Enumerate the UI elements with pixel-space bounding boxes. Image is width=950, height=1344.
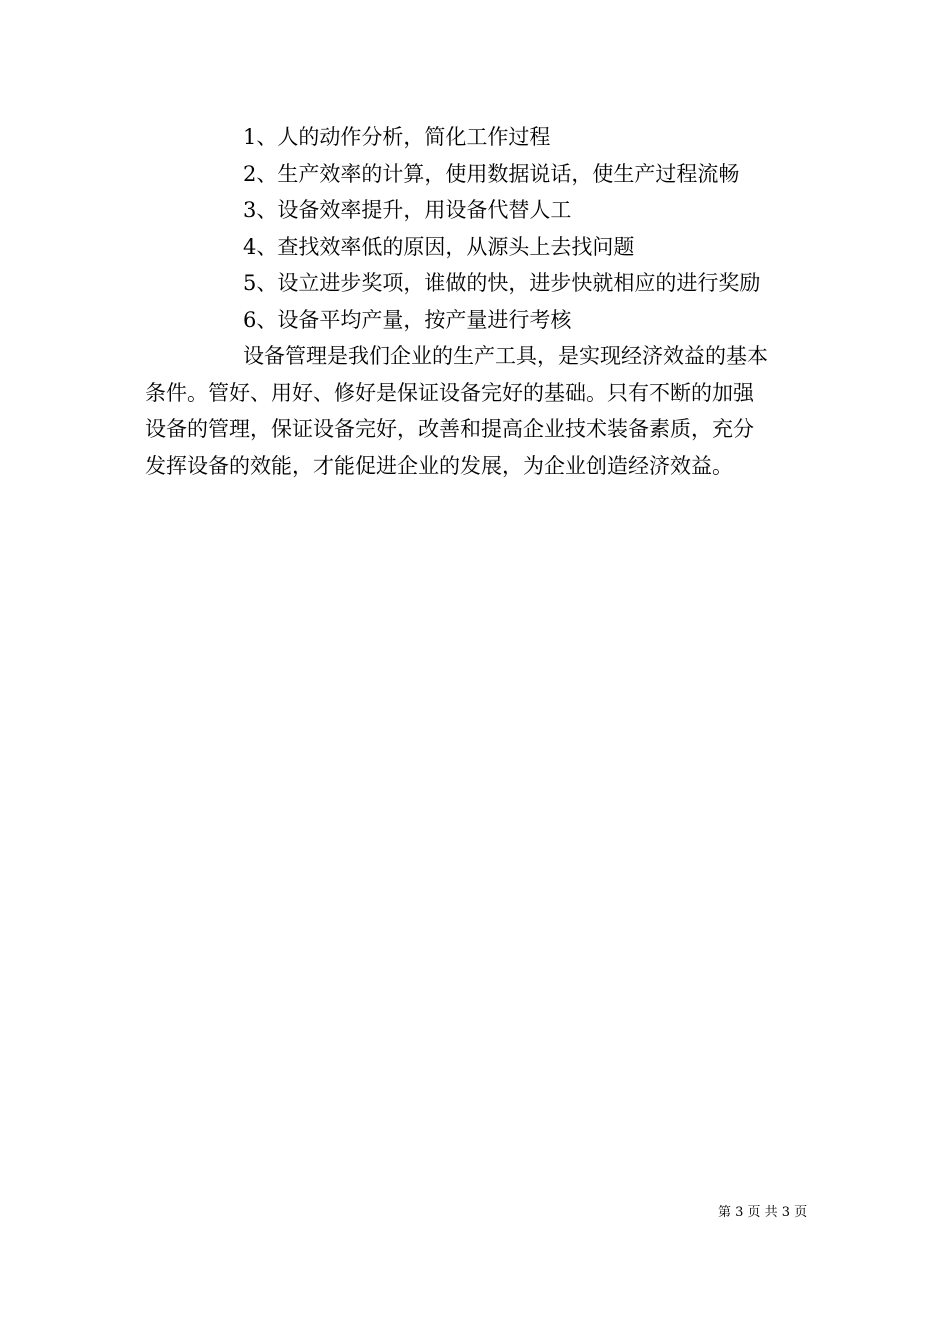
list-item: 3、设备效率提升，用设备代替人工 <box>243 198 572 222</box>
page-number-footer: 第 3 页 共 3 页 <box>718 1205 808 1220</box>
conclusion-paragraph <box>145 338 811 484</box>
list-item: 5、设立进步奖项，谁做的快，进步快就相应的进行奖励 <box>243 271 761 295</box>
paragraph-line: 条件。管好、用好、修好是保证设备完好的基础。只有不断的加强 <box>145 380 754 405</box>
measures-list <box>243 119 760 338</box>
paragraph-line: 发挥设备的效能，才能促进企业的发展，为企业创造经济效益。 <box>145 453 733 478</box>
list-item: 1、人的动作分析，简化工作过程 <box>243 125 551 149</box>
list-item: 4、查找效率低的原因，从源头上去找问题 <box>243 234 635 259</box>
paragraph-line: 设备的管理，保证设备完好，改善和提高企业技术装备素质，充分 <box>145 417 754 441</box>
list-item: 6、设备平均产量，按产量进行考核 <box>243 307 572 332</box>
list-item: 2、生产效率的计算，使用数据说话，使生产过程流畅 <box>243 161 740 186</box>
paragraph-line: 设备管理是我们企业的生产工具，是实现经济效益的基本 <box>243 344 768 368</box>
